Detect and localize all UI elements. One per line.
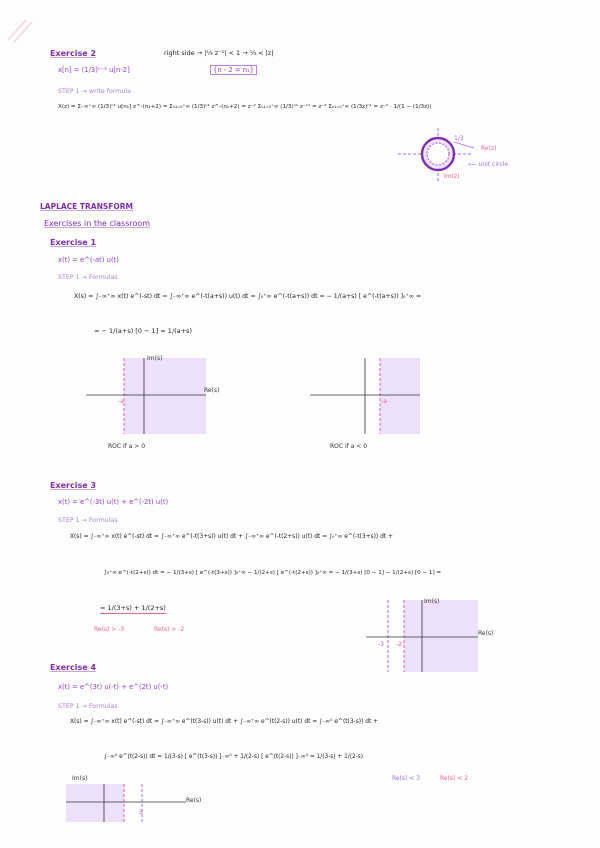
z-plane-radius: 1/3 [454, 135, 464, 142]
exercise-3-signal: x(t) = e^(-3t) u(t) + e^(-2t) u(t) [58, 498, 169, 506]
exercise-3-step: STEP 1 → Formulas [58, 517, 118, 524]
roc-plot-a-negative [310, 356, 420, 436]
plot3-re-label: Re(s) [478, 630, 494, 637]
plot3-im-label: Im(s) [424, 598, 440, 605]
z-plane-diagram [398, 126, 588, 186]
exercise-3-roc1: Re(s) > -3 [94, 626, 125, 633]
plot4-re-label: Re(s) [186, 797, 202, 804]
exercise-3-line1: X(s) = ∫₋∞⁺∞ x(t) e^(-st) dt = ∫₋∞⁺∞ e^(-t(3+s)) u(t) dt + ∫₋∞⁺∞ e^(-t(2+s)) u(t) dt = ∫₀⁺∞ e^(-t(3+s)) dt + [70, 534, 393, 540]
plot1-caption: ROC if a > 0 [108, 443, 146, 450]
plot2-caption: ROC if a < 0 [330, 443, 368, 450]
exercise-4-step: STEP 1 → Formulas [58, 703, 118, 710]
roc-plot-a-positive [86, 356, 206, 436]
exercise-1-line2: = − 1/(a+s) [0 − 1] = 1/(a+s) [94, 327, 193, 335]
exercise-4-roc1: Re(s) < 3 [392, 775, 421, 782]
plot3-tick-2: -2 [396, 641, 402, 648]
plot1-re-label: Re(s) [204, 387, 220, 394]
exercise-3-roc2: Re(s) > -2 [154, 626, 185, 633]
exercise-2-signal: x[n] = (1/3)ⁿ⁻² u[n-2] [58, 66, 130, 74]
exercise-4-signal: x(t) = e^(3t) u(-t) + e^(2t) u(-t) [58, 683, 169, 691]
exercise-3-line3: = 1/(3+s) + 1/(2+s) [100, 604, 166, 612]
z-plane-unit-circle-label: ⟵ unit circle [468, 161, 509, 168]
exercise-4-title: Exercise 4 [50, 663, 97, 672]
exercise-1-step: STEP 1 → Formulas [58, 274, 118, 281]
exercise-2-substitution: {n - 2 = n₁} [210, 66, 257, 74]
z-plane-re-label: Re(z) [481, 145, 497, 152]
plot3-tick-1: -3 [378, 641, 384, 648]
exercise-3-line2: ∫₀⁺∞ e^(-t(2+s)) dt = − 1/(3+s) [ e^(-t(3+s)) ]₀⁺∞ − 1/(2+s) [ e^(-t(2+s)) ]₀⁺∞ = − 1/(3+s) [0 − 1] − 1/(2+s) [0 − 1] = [104, 570, 442, 576]
exercise-4-roc2: Re(s) < 2 [440, 775, 469, 782]
exercise-1-line1: X(s) = ∫₋∞⁺∞ x(t) e^(-st) dt = ∫₋∞⁺∞ e^(-t(a+s)) u(t) dt = ∫₀⁺∞ e^(-t(a+s)) dt = − 1/(a+s) [ e^(-t(a+s)) ]₀⁺∞ = [74, 293, 422, 300]
exercise-2-title: Exercise 2 [50, 49, 97, 58]
roc-plot-exercise-3 [366, 598, 478, 674]
exercise-4-line2: ∫₋∞⁰ e^(t(2-s)) dt = 1/(3-s) [ e^(t(3-s)) ]₋∞⁰ + 1/(2-s) [ e^(t(2-s)) ]₋∞⁰ = 1/(3-s) + 1/(2-s) [104, 754, 364, 760]
exercise-1-signal: x(t) = e^(-at) u(t) [58, 256, 119, 264]
plot1-im-label: Im(s) [147, 355, 163, 362]
exercise-3-title: Exercise 3 [50, 481, 97, 490]
laplace-subtitle: Exercises in the classroom [44, 219, 151, 228]
roc-plot-exercise-4 [66, 784, 186, 824]
plot4-tick: 3 [139, 809, 143, 816]
plot1-tick: -a [118, 398, 124, 405]
exercise-4-line1: X(s) = ∫₋∞⁺∞ x(t) e^(-st) dt = ∫₋∞⁺∞ e^(t(3-s)) u(t) dt + ∫₋∞⁺∞ e^(t(2-s)) u(t) dt = ∫₋∞⁰ e^(t(3-s)) dt + [70, 719, 379, 725]
corner-doodle [4, 14, 38, 44]
plot2-tick: -a [381, 398, 387, 405]
z-plane-im-label: Im(z) [444, 173, 460, 180]
exercise-2-note: right side → |⅓ z⁻¹| < 1 → ⅓ < |z| [164, 49, 274, 57]
exercise-1-title: Exercise 1 [50, 238, 97, 247]
exercise-2-formula: X(z) = Σ₋∞⁺∞ (1/3)ⁿ¹ u[n₁] z^-(n₁+2) = Σₙ₁₌₀⁺∞ (1/3)ⁿ¹ z^-(n₁+2) = z⁻² Σₙ₁₌₀⁺∞ (1/3)ⁿ¹ z⁻ⁿ¹ = z⁻² Σₙ₁₌₀⁺∞ (1/3z)ⁿ¹ = z⁻² · 1/(1 − (1/3z)) [58, 104, 432, 110]
exercise-2-step: STEP 1 → write formula [58, 88, 132, 95]
plot4-im-label: Im(s) [72, 775, 88, 782]
laplace-title: LAPLACE TRANSFORM [40, 202, 134, 211]
